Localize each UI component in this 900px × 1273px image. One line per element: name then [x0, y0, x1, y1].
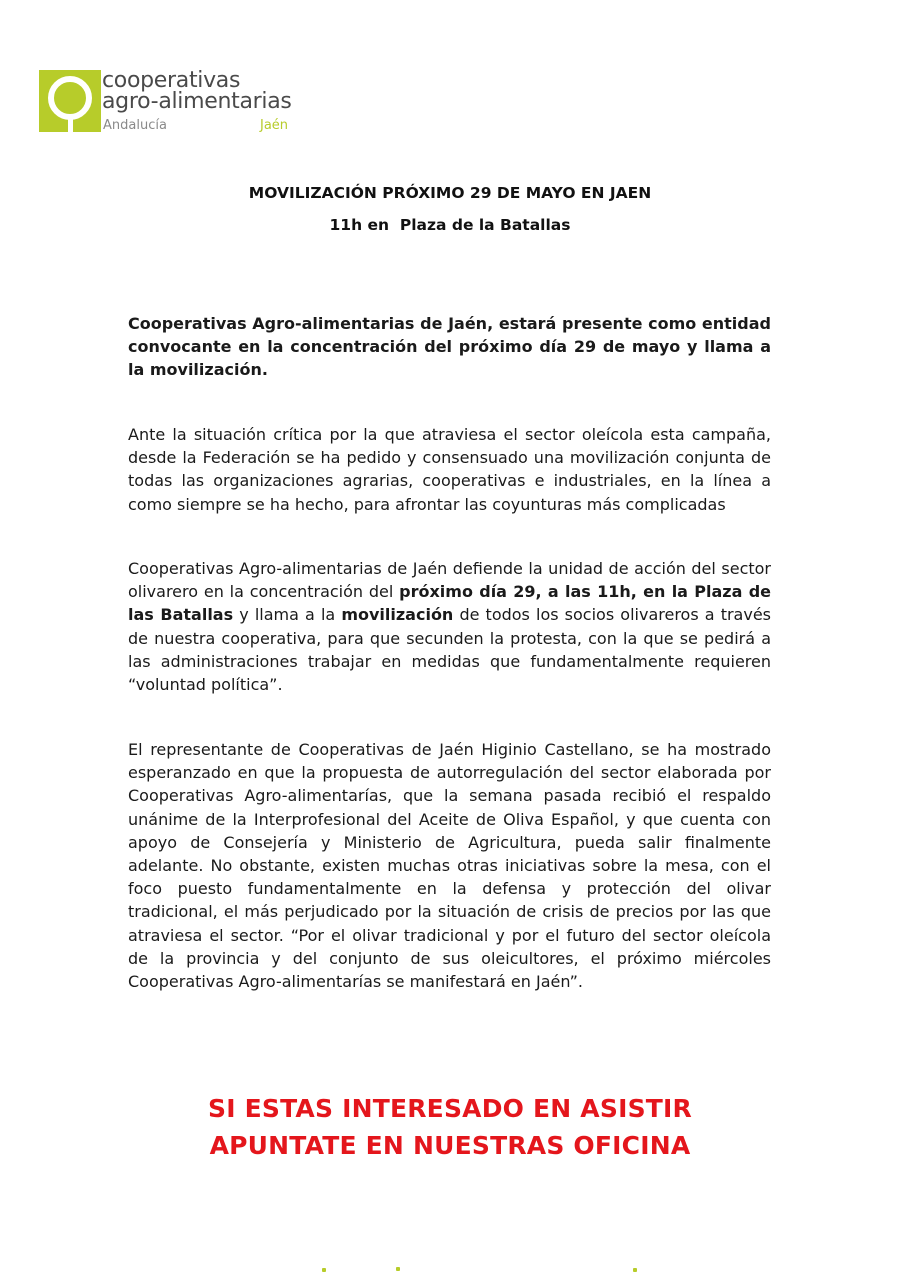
p2-text-e: de todos los socios olivareros a través de nuestra cooperativa, para que secunden la protesta, con la que se pedirá a las administraciones trabajar en medidas que fundamentalmente requieren “voluntad política”. — [128, 605, 771, 695]
document-title: MOVILIZACIÓN PRÓXIMO 29 DE MAYO EN JAEN — [248, 184, 652, 202]
olive-tree-logo-icon — [39, 70, 101, 132]
call-to-action-line2: APUNTATE EN NUESTRAS OFICINA — [209, 1131, 691, 1160]
cooperativas-logo — [39, 70, 301, 132]
p2-text-c: y llama a la — [233, 605, 342, 625]
p2-text-a: Cooperativas Agro-alimentarias de Jaén defiende la unidad de acción del sector olivarero en la concentración del — [128, 559, 771, 602]
paragraph-situation: Ante la situación crítica por la que atraviesa el sector oleícola esta campaña, desde la Federación se ha pedido y consensuado una movilización conjunta de todas las organizaciones agrarias, cooperativas e industriales, en la línea a como siempre se ha hecho, para afrontar las coyunturas más complicadas — [128, 425, 771, 514]
p2-mobilization: movilización — [341, 605, 454, 625]
call-to-action-line1: SI ESTAS INTERESADO EN ASISTIR — [208, 1094, 692, 1123]
logo-region: Andalucía — [103, 118, 167, 133]
logo-text-line1: cooperativas — [102, 68, 241, 93]
lead-paragraph: Cooperativas Agro-alimentarias de Jaén, estará presente como entidad convocante en la concentración del próximo día 29 de mayo y llama a la movilización. — [128, 314, 771, 380]
paragraph-representative: El representante de Cooperativas de Jaén Higinio Castellano, se ha mostrado esperanzado en que la propuesta de autorregulación del sector elaborada por Cooperativas Agro-alimentarías, que la semana pasada recibió el respaldo unánime de la Interprofesional del Aceite de Oliva Español, y que cuenta con apoyo de Consejería y Ministerio de Agricultura, pueda salir finalmente adelante. No obstante, existen muchas otras iniciativas sobre la mesa, con el foco puesto fundamentalmente en la defensa y protección del olivar tradicional, el más perjudicado por la situación de crisis de precios por las que atraviesa el sector. “Por el olivar tradicional y por el futuro del sector oleícola de la provincia y del conjunto de sus oleicultores, el próximo miércoles Cooperativas Agro-alimentarías se manifestará en Jaén”. — [128, 740, 771, 992]
document-subtitle: 11h en Plaza de la Batallas — [329, 216, 571, 234]
footer-decor-dot — [633, 1268, 637, 1272]
logo-text-line2: agro-alimentarias — [102, 89, 292, 114]
footer-decor-dot — [396, 1267, 400, 1271]
logo-city: Jaén — [260, 118, 289, 133]
paragraph-unity — [128, 557, 771, 696]
footer-decor-dot — [322, 1268, 326, 1272]
p2-date-place: próximo día 29, a las 11h, en la Plaza de las Batallas — [128, 582, 772, 625]
